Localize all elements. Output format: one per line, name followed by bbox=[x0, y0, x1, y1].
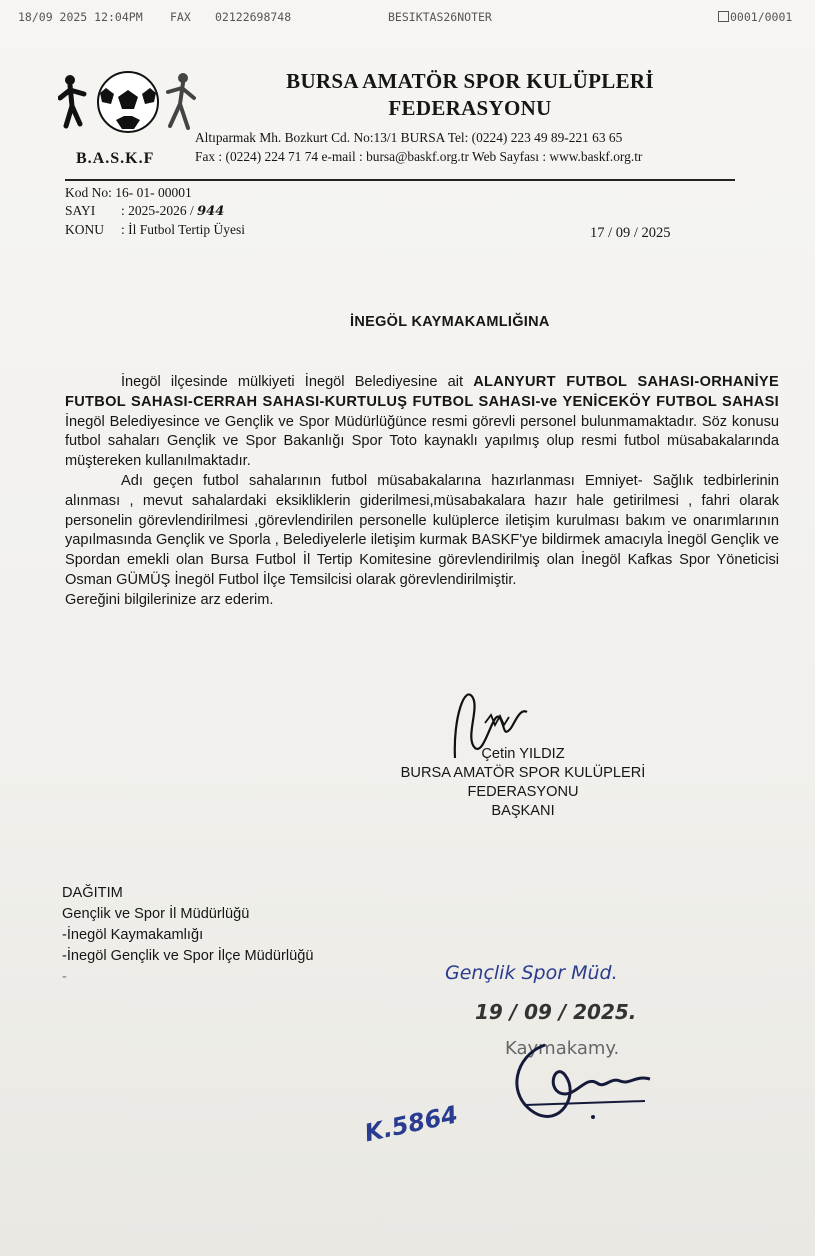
konu-value: : İl Futbol Tertip Üyesi bbox=[121, 222, 246, 237]
org-name-line1: BURSA AMATÖR SPOR KULÜPLERİ bbox=[286, 69, 654, 93]
distribution-dash: - bbox=[62, 969, 67, 985]
closing-line: Gereğini bilgilerinize arz ederim. bbox=[65, 591, 274, 608]
p1-fields-list: ALANYURT FUTBOL SAHASI-ORHANİYE FUTBOL SAHASI-CERRAH SAHASI-KURTULUŞ FUTBOL SAHASI-ve YENİCEKÖY FUTBOL SAHASI bbox=[65, 374, 779, 410]
distribution-item: -İnegöl Gençlik ve Spor İlçe Müdürlüğü bbox=[62, 948, 314, 964]
fax-number: 02122698748 bbox=[215, 10, 292, 24]
distribution-list bbox=[62, 883, 422, 988]
sayi-label: SAYI bbox=[65, 203, 96, 218]
fax-page-counter: 0001/0001 bbox=[718, 10, 792, 24]
letter-body bbox=[65, 373, 779, 611]
signatory-name: Çetin YILDIZ bbox=[481, 746, 565, 762]
handwritten-note-line3: Kaymakamy. bbox=[505, 1038, 620, 1059]
handwritten-note-date: 19 / 09 / 2025. bbox=[475, 1000, 637, 1024]
baskf-logo bbox=[58, 68, 198, 168]
signatory-title-2: FEDERASYONU bbox=[467, 784, 579, 800]
konu-row bbox=[65, 221, 465, 239]
approval-signature-icon bbox=[505, 1035, 665, 1125]
document-date: 17 / 09 / 2025 bbox=[590, 225, 671, 241]
football-players-logo-icon bbox=[58, 68, 198, 152]
contact-line: Fax : (0224) 224 71 74 e-mail : bursa@baskf.org.tr Web Sayfası : www.baskf.org.tr bbox=[195, 149, 643, 164]
fax-datetime: 18/09 2025 12:04PM bbox=[18, 10, 143, 24]
header-divider bbox=[65, 179, 735, 181]
fax-transmission-header bbox=[18, 10, 805, 28]
sayi-value: : 2025-2026 / bbox=[121, 203, 194, 218]
org-name-line2: FEDERASYONU bbox=[388, 96, 552, 120]
distribution-item: Gençlik ve Spor İl Müdürlüğü bbox=[62, 906, 250, 922]
handwritten-reference-number: K.5864 bbox=[362, 1100, 461, 1148]
sayi-row bbox=[65, 202, 465, 221]
code-number: Kod No: 16- 01- 00001 bbox=[65, 185, 192, 200]
p1-rest: İnegöl Belediyesince ve Gençlik ve Spor Müdürlüğünce resmi görevli personel bulunmamaktadır. Söz konusu futbol sahaları Gençlik ve Spor Bakanlığı Spor Toto kaynaklı yapılmış olup resmi futbol müsabakalarında müştereken kullanılmaktadır. bbox=[65, 413, 779, 470]
distribution-heading: DAĞITIM bbox=[62, 885, 123, 901]
sayi-handwritten: 944 bbox=[197, 204, 225, 219]
fax-label: FAX bbox=[170, 10, 191, 24]
p1-intro: İnegöl ilçesinde mülkiyeti İnegöl Belediyesine ait bbox=[121, 374, 464, 390]
konu-label: KONU bbox=[65, 222, 104, 237]
letterhead-contact bbox=[195, 128, 755, 166]
signatory-title-3: BAŞKANI bbox=[491, 803, 555, 819]
handwritten-note-line1: Gençlik Spor Müd. bbox=[445, 962, 618, 984]
distribution-item: -İnegöl Kaymakamlığı bbox=[62, 927, 204, 943]
paragraph-1 bbox=[65, 373, 779, 472]
signatory-title-1: BURSA AMATÖR SPOR KULÜPLERİ bbox=[400, 765, 646, 781]
paragraph-2: Adı geçen futbol sahalarının futbol müsabakalarına hazırlanması Emniyet- Sağlık tedbirlerinin alınması , mevut sahalardaki eksikliklerin giderilmesi,müsabakalara hazır hale getirilmesi , fahri olarak personelin görevlendirilmesi ,görevlendirilen personelle kulüplerce iletişim kurulması bakım ve onarımlarının yapılmasında Gençlik ve Sporla , Belediyelerle iletişim kurmak BASKF'ye bildirmek amacıyla İnegöl Gençlik ve Spordan emekli olan Bursa Futbol İl Tertip Komitesine görevlendirilmiş olan İnegöl Kafkas Spor Yöneticisi Osman GÜMÜŞ İnegöl Futbol İlçe Temsilcisi olarak görevlendirilmiştir. bbox=[65, 472, 779, 588]
signature-block bbox=[368, 745, 678, 821]
address-line: Altıparmak Mh. Bozkurt Cd. No:13/1 BURSA Tel: (0224) 223 49 89-221 63 65 bbox=[195, 130, 623, 145]
document-meta bbox=[65, 184, 465, 239]
fax-sender: BESIKTAS26NOTER bbox=[388, 10, 492, 24]
logo-text: B.A.S.K.F bbox=[76, 150, 155, 167]
fax-page-icon bbox=[718, 11, 729, 22]
organization-title bbox=[250, 68, 690, 122]
recipient-heading: İNEGÖL KAYMAKAMLIĞINA bbox=[350, 314, 550, 330]
